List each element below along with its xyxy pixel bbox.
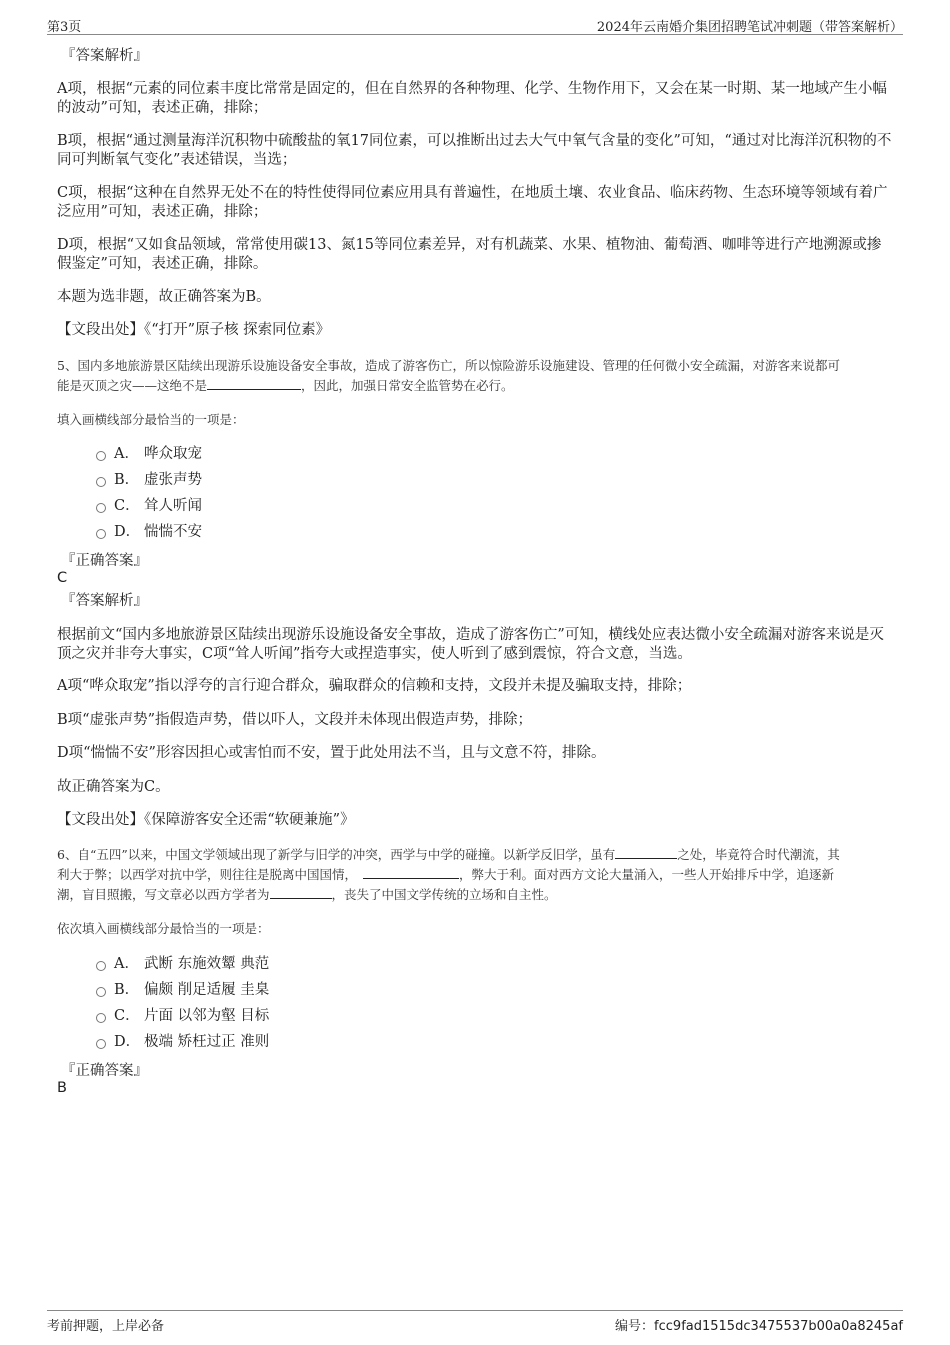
q4-analysis-b: B项，根据“通过测量海洋沉积物中硫酸盐的氧17同位素，可以推断出过去大气中氧气含量的变化”可知，“通过对比海洋沉积物的不同可判断氧气变化”表述错误，当选；: [57, 133, 892, 168]
q5-stem-part1: 5、国内多地旅游景区陆续出现游乐设施设备安全事故，造成了游客伤亡，所以惊险游乐设施建设、管理的任何微小安全疏漏，对游客来说都可: [57, 358, 840, 373]
q5-answer-label: 『正确答案』: [61, 553, 148, 569]
radio-icon[interactable]: [96, 961, 106, 971]
q6-blank-3: [270, 886, 332, 899]
footer-slogan: 考前押题，上岸必备: [47, 1319, 165, 1334]
document-title: 2024年云南婚介集团招聘笔试冲刺题（带答案解析）: [596, 20, 903, 35]
document-code-label: 编号：: [615, 1319, 655, 1334]
q6-option-c[interactable]: [96, 1005, 269, 1027]
radio-icon[interactable]: [96, 1039, 106, 1049]
q6-stem-line1a: 6、自“五四”以来，中国文学领域出现了新学与旧学的冲突，西学与中学的碰撞。以新学反旧学，虽有: [57, 847, 616, 862]
q5-answer: C: [57, 570, 68, 586]
q6-option-a[interactable]: [96, 953, 269, 975]
q6-stem-line3a: 潮，盲目照搬，写文章必以西方学者为: [57, 887, 270, 902]
q5-conclusion: 故正确答案为C。: [57, 779, 170, 795]
q5-analysis-a: A项“哗众取宠”指以浮夸的言行迎合群众，骗取群众的信赖和支持，文段并未提及骗取支持，排除；: [57, 678, 692, 694]
q6-answer-label: 『正确答案』: [61, 1063, 148, 1079]
radio-icon[interactable]: [96, 987, 106, 997]
q4-analysis-d: D项，根据“又如食品领域，常常使用碳13、氮15等同位素差异，对有机蔬菜、水果、植物油、葡萄酒、咖啡等进行产地溯源或掺假鉴定”可知，表述正确，排除。: [57, 237, 882, 272]
q6-option-b[interactable]: [96, 979, 269, 1001]
q4-analysis-a: A项，根据“元素的同位素丰度比常常是固定的，但在自然界的各种物理、化学、生物作用下，又会在某一时期、某一地域产生小幅的波动”可知，表述正确，排除；: [57, 81, 887, 116]
q5-option-a[interactable]: [96, 443, 202, 465]
q5-source: 【文段出处】《保障游客安全还需“软硬兼施”》: [57, 812, 355, 828]
q6-blank-2: [363, 866, 459, 879]
q5-instruction: 填入画横线部分最恰当的一项是：: [57, 412, 245, 427]
option-text: 片面 以邻为壑 目标: [144, 1008, 270, 1024]
q6-blank-1: [615, 846, 677, 859]
q6-answer: B: [57, 1080, 67, 1096]
q5-option-d[interactable]: [96, 521, 202, 543]
option-key: A．: [114, 446, 139, 462]
q5-analysis-label: 『答案解析』: [61, 593, 148, 609]
radio-icon[interactable]: [96, 451, 106, 461]
q5-analysis-b: B项“虚张声势”指假造声势，借以吓人，文段并未体现出假造声势，排除；: [57, 712, 532, 728]
option-key: B．: [114, 982, 140, 998]
option-text: 哗众取宠: [144, 446, 202, 462]
q5-analysis-d: D项“惴惴不安”形容因担心或害怕而不安，置于此处用法不当，且与文意不符，排除。: [57, 745, 606, 761]
q5-stem-part2a: 能是灭顶之灾——这绝不是: [57, 378, 208, 393]
q4-source: 【文段出处】《“打开”原子核 探索同位素》: [57, 322, 331, 338]
option-key: D．: [114, 524, 141, 540]
radio-icon[interactable]: [96, 477, 106, 487]
option-key: D．: [114, 1034, 141, 1050]
option-text: 耸人听闻: [144, 498, 202, 514]
page-number: 第3页: [47, 20, 82, 35]
q5-blank: [207, 377, 301, 390]
q6-stem-line3b: ，丧失了中国文学传统的立场和自主性。: [331, 887, 557, 902]
q5-option-c[interactable]: [96, 495, 202, 517]
option-key: C．: [114, 498, 140, 514]
document-code: [615, 1315, 903, 1334]
q5-stem-part2b: ，因此，加强日常安全监管势在必行。: [301, 378, 514, 393]
q4-conclusion: 本题为选非题，故正确答案为B。: [57, 289, 271, 305]
page-header: [47, 14, 903, 35]
q6-instruction: 依次填入画横线部分最恰当的一项是：: [57, 921, 270, 936]
q5-option-b[interactable]: [96, 469, 202, 491]
option-text: 极端 矫枉过正 准则: [144, 1034, 270, 1050]
radio-icon[interactable]: [96, 1013, 106, 1023]
radio-icon[interactable]: [96, 503, 106, 513]
option-text: 偏颇 削足适履 圭臬: [144, 982, 270, 998]
q5-analysis-main: 根据前文“国内多地旅游景区陆续出现游乐设施设备安全事故，造成了游客伤亡”可知，横线处应表达微小安全疏漏对游客来说是灭顶之灾并非夸大事实，C项“耸人听闻”指夸大或捏造事实，使人听到了感到震惊，符合文意，当选。: [57, 627, 884, 662]
page-footer: [47, 1310, 903, 1335]
q6-stem-line1b: 之处，毕竟符合时代潮流，其: [677, 847, 840, 862]
q6-stem-line2a: 利大于弊；以西学对抗中学，则往往是脱离中国国情，: [57, 867, 358, 882]
q6-option-d[interactable]: [96, 1031, 269, 1053]
document-code-value: fcc9fad1515dc3475537b00a0a8245af: [654, 1319, 903, 1334]
radio-icon[interactable]: [96, 529, 106, 539]
q4-analysis-c: C项，根据“这种在自然界无处不在的特性使得同位素应用具有普遍性，在地质土壤、农业食品、临床药物、生态环境等领域有着广泛应用”可知，表述正确，排除；: [57, 185, 888, 220]
option-key: A．: [114, 956, 139, 972]
option-text: 武断 东施效颦 典范: [144, 956, 270, 972]
q4-analysis-label: 『答案解析』: [61, 48, 148, 64]
q6-stem: [57, 845, 897, 905]
option-key: B．: [114, 472, 140, 488]
option-text: 惴惴不安: [144, 524, 202, 540]
option-key: C．: [114, 1008, 140, 1024]
q5-stem: [57, 356, 897, 396]
option-text: 虚张声势: [144, 472, 202, 488]
q6-stem-line2b: ，弊大于利。面对西方文论大量涌入，一些人开始排斥中学，追逐新: [459, 867, 835, 882]
